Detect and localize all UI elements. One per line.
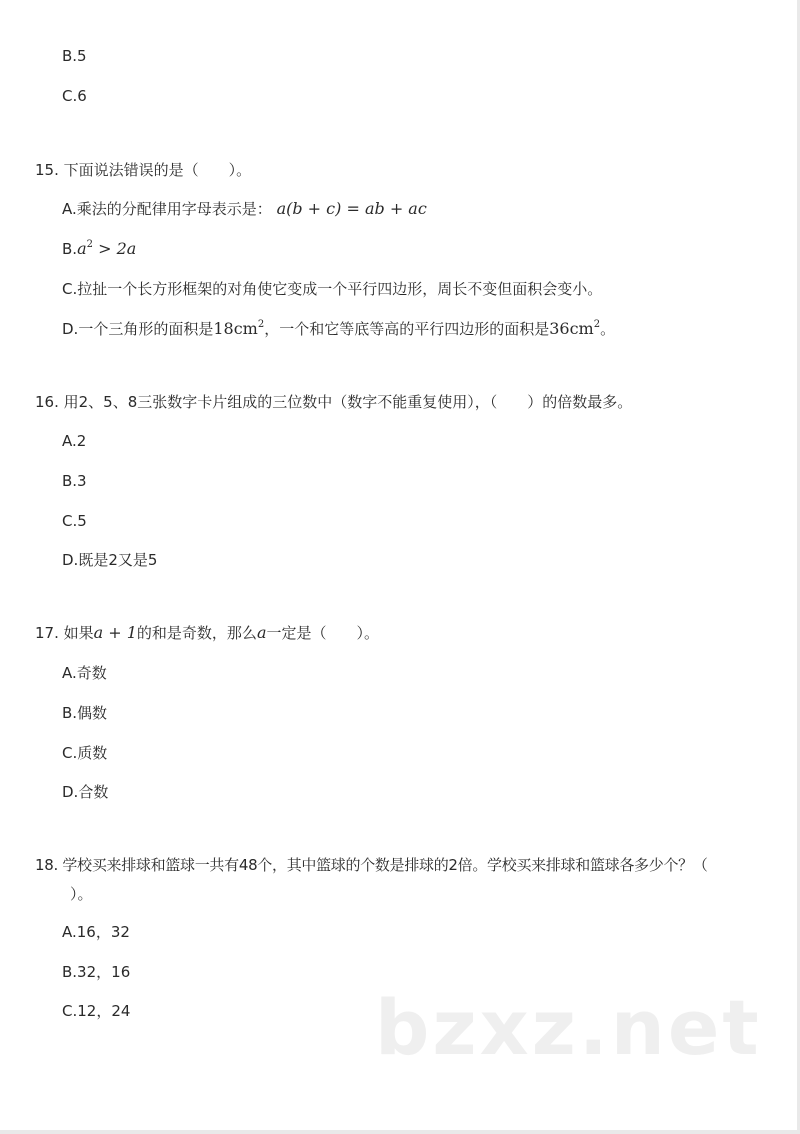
unit-exponent: 2 [257,319,265,330]
q17-option-a: A.奇数 [62,664,107,682]
q15-stem: 15. 下面说法错误的是（ ）。 [35,161,252,179]
q16-option-d: D.既是2又是5 [62,551,158,569]
formula-base: a [77,239,87,258]
q17-stem-text-2: 的和是奇数，那么 [136,624,257,642]
q17-option-b: B.偶数 [62,704,108,722]
area-value: 36cm [549,319,594,338]
q18-stem-line-1: 18. 学校买来排球和篮球一共有48个，其中篮球的个数是排球的2倍。学校买来排球和篮球各多少个？（ [35,856,708,874]
q15-option-a-formula [277,199,427,218]
formula-text: a + 1 [93,623,137,642]
q17-option-d: D.合数 [62,783,109,801]
q16-option-a: A.2 [62,432,87,450]
variable-text: a [256,623,267,642]
unit-exponent: 2 [593,319,601,330]
q15-option-d-text-3: 。 [600,320,616,338]
q15-option-a-label: A.乘法的分配律用字母表示是： [62,200,272,218]
q15-option-b [62,239,136,259]
q15-option-d-text-1: D.一个三角形的面积是 [62,320,214,338]
formula-rest: > 2a [92,239,137,258]
q16-option-b: B.3 [62,472,87,490]
q15-option-a [62,199,427,219]
q17-stem-text-3: 一定是（ ）。 [266,624,379,642]
q17-formula [94,623,137,642]
watermark: bzxz.net [375,983,762,1072]
q16-stem: 16. 用2、5、8三张数字卡片组成的三位数中（数字不能重复使用），（ ）的倍数最多。 [35,393,633,411]
q15-option-b-formula [77,239,136,258]
q14-option-b: B.5 [62,47,87,65]
q15-option-d-text-2: ，一个和它等底等高的平行四边形的面积是 [264,320,550,338]
formula-exponent: 2 [86,239,93,250]
q15-option-c: C.拉扯一个长方形框架的对角使它变成一个平行四边形，周长不变但面积会变小。 [62,280,603,298]
q18-stem-line-2: ）。 [70,885,93,903]
area-value: 18cm [213,319,258,338]
q15-option-d [62,319,615,339]
q18-option-a: A.16，32 [62,923,130,941]
q16-option-c: C.5 [62,512,87,530]
q17-option-c: C.质数 [62,744,108,762]
q15-option-b-label: B. [62,240,78,258]
q17-stem [35,623,379,643]
q18-option-b: B.32，16 [62,963,131,981]
formula-text: a(b + c) = ab + ac [276,199,427,218]
q14-option-c: C.6 [62,87,87,105]
q15-option-d-value-1 [213,319,264,338]
q15-option-d-value-2 [549,319,600,338]
q18-option-c: C.12，24 [62,1002,131,1020]
q17-stem-text-1: 17. 如果 [35,624,94,642]
